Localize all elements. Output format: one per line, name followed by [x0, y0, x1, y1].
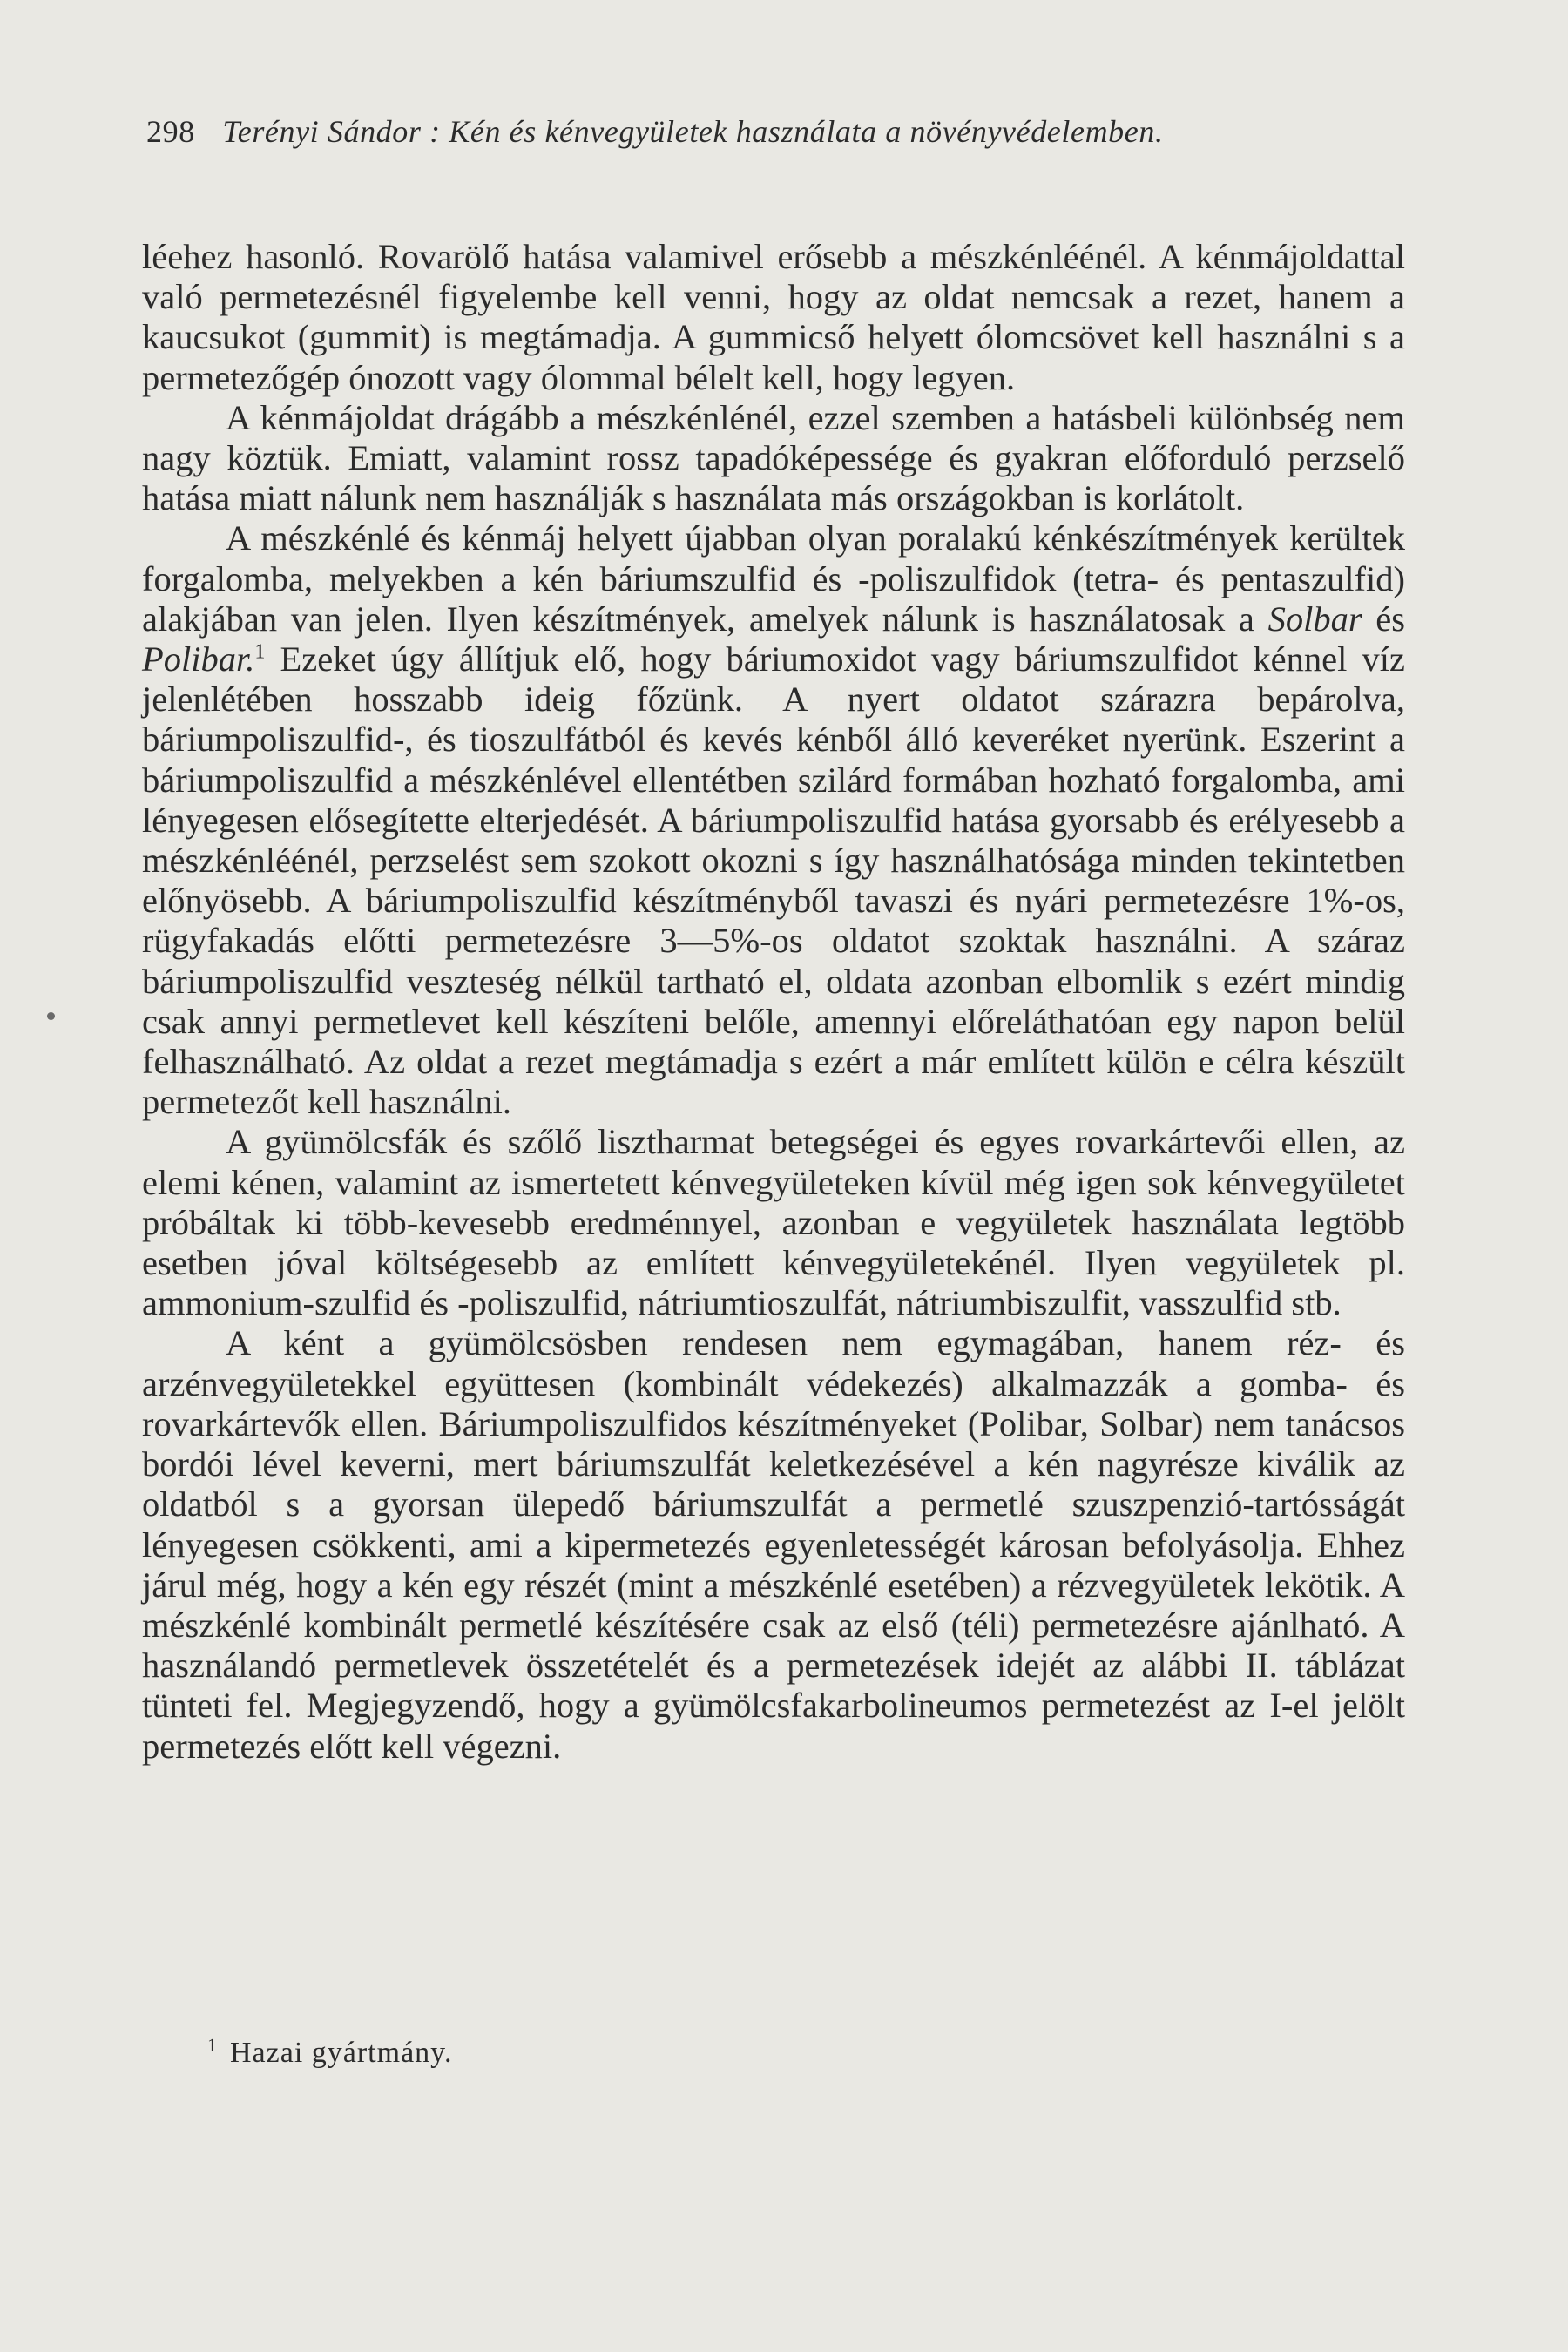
running-title: Terényi Sándor : Kén és kénvegyületek használata a növényvédelemben. [222, 114, 1164, 149]
footnote-text: Hazai gyártmány. [230, 2037, 453, 2069]
footnote [207, 2033, 453, 2070]
paragraph-3 [142, 518, 1405, 1122]
body-text [142, 237, 1405, 1767]
paragraph-3-text-b: Ezeket úgy állítjuk elő, hogy báriumoxidot vagy báriumszulfidot kénnel víz jelenlétében hosszabb ideig főzünk. A nyert oldatot szárazra bepárolva, báriumpoliszulfid-, és tioszulfátból és kevés kénből álló keveréket nyerünk. Eszerint a báriumpoliszulfid a mészkénlével ellentétben szilárd formában hozható forgalomba, ami lényegesen elősegítette elterjedését. A báriumpoliszulfid hatása gyorsabb és erélyesebb a mészkénléénél, perzselést sem szokott okozni s így használhatósága minden tekintetben előnyösebb. A báriumpoliszulfid készítményből tavaszi és nyári permetezésre 1%-os, rügyfakadás előtti permetezésre 3—5%-os oldatot szoktak használni. A száraz báriumpoliszulfid veszteség nélkül tartható el, oldata azonban elbomlik s ezért mindig csak annyi permetlevet kell készíteni belőle, amennyi előreláthatóan egy napon belül felhasználható. Az oldat a rezet megtámadja s ezért a már említett külön e célra készült permetezőt kell használni. [142, 639, 1405, 1122]
footnote-reference: 1 [254, 640, 266, 664]
paragraph-1: léehez hasonló. Rovarölő hatása valamivel erősebb a mészkénléénél. A kénmájoldattal való permetezésnél figyelembe kell venni, hogy az oldat nemcsak a rezet, hanem a kaucsukot (gummit) is megtámadja. A gummicső helyett ólomcsövet kell használni s a permetezőgép ónozott vagy ólommal bélelt kell, hogy legyen. [142, 237, 1405, 397]
product-name-polibar: Polibar. [142, 639, 255, 679]
product-name-solbar: Solbar [1267, 598, 1362, 639]
footnote-marker: 1 [207, 2033, 218, 2056]
paragraph-4: A gyümölcsfák és szőlő lisztharmat betegségei és egyes rovarkártevői ellen, az elemi kénen, valamint az ismertetett kénvegyületeken kívül még igen sok kénvegyületet próbáltak ki több-kevesebb eredménnyel, azonban e vegyületek használata legtöbb esetben jóval költségesebb az említett kénvegyületekénél. Ilyen vegyületek pl. ammonium-szulfid és -poliszulfid, nátriumtioszulfát, nátriumbiszulfit, vasszulfid stb. [142, 1122, 1405, 1323]
page-number: 298 [146, 114, 195, 149]
paragraph-2: A kénmájoldat drágább a mészkénlénél, ezzel szemben a hatásbeli különbség nem nagy köztük. Emiatt, valamint rossz tapadóképessége és gyakran előforduló perzselő hatása miatt nálunk nem használják s használata más országokban is korlátolt. [142, 397, 1405, 518]
running-head [146, 113, 1409, 150]
paragraph-3-text-a: A mészkénlé és kénmáj helyett újabban olyan poralakú kénkészítmények kerültek forgalomba, melyekben a kén báriumszulfid és -poliszulfidok (tetra- és pentaszulfid) alakjában van jelen. Ilyen készítmények, amelyek nálunk is használatosak a [142, 518, 1405, 639]
paragraph-3-conjunction: és [1362, 598, 1405, 639]
paragraph-5: A ként a gyümölcsösben rendesen nem egymagában, hanem réz- és arzénvegyületekkel együttesen (kombinált védekezés) alkalmazzák a gomba- és rovarkártevők ellen. Báriumpoliszulfidos készítményeket (Polibar, Solbar) nem tanácsos bordói lével keverni, mert báriumszulfát keletkezésével a kén nagyrésze kiválik az oldatból s a gyorsan ülepedő báriumszulfát a permetlé szuszpenzió-tartósságát lényegesen csökkenti, ami a kipermetezés egyenletességét károsan befolyásolja. Ehhez járul még, hogy a kén egy részét (mint a mészkénlé esetében) a rézvegyületek lekötik. A mészkénlé kombinált permetlé készítésére csak az első (téli) permetezésre ajánlható. A használandó permetlevek összetételét és a permetezések idejét az alábbi II. táblázat tünteti fel. Megjegyzendő, hogy a gyümölcsfakarbolineumos permetezést az I-el jelölt permetezés előtt kell végezni. [142, 1323, 1405, 1766]
margin-speck [47, 1012, 55, 1020]
